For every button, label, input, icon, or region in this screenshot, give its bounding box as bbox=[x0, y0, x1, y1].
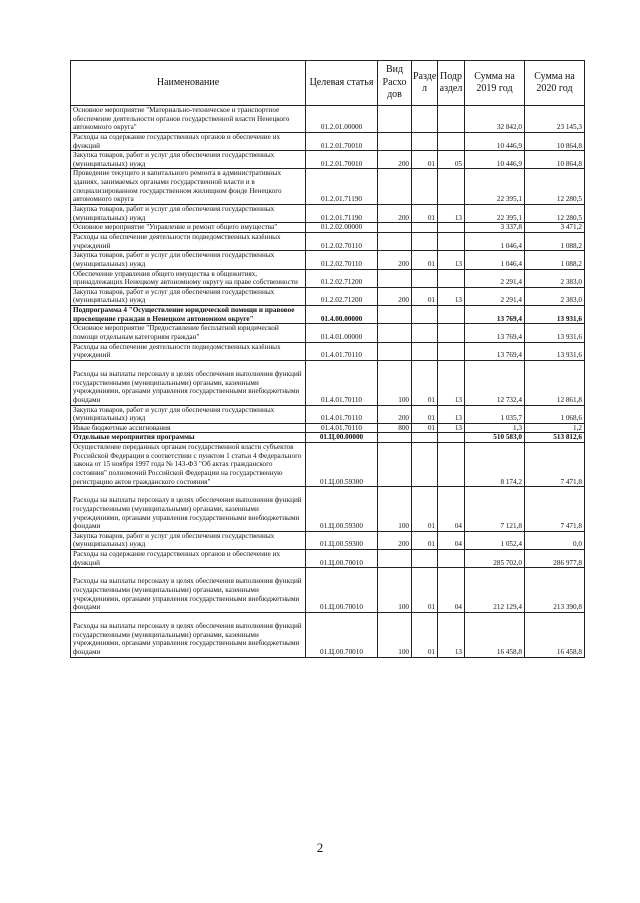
row-expense-type: 200 bbox=[378, 287, 412, 305]
row-sum-2020: 12 861,8 bbox=[525, 360, 585, 405]
row-sum-2019: 2 291,4 bbox=[465, 269, 525, 287]
row-sum-2020: 12 280,5 bbox=[525, 169, 585, 205]
row-name: Обеспечение управления общего имущества в общежитиях, принадлежащих Ненецкому автономному округу на праве собственности bbox=[71, 269, 306, 287]
row-expense-type bbox=[378, 342, 412, 360]
row-expense-type bbox=[378, 306, 412, 324]
row-subsection: 13 bbox=[438, 287, 465, 305]
row-sum-2019: 1 052,4 bbox=[465, 531, 525, 549]
row-sum-2019: 10 446,9 bbox=[465, 132, 525, 150]
row-target-code: 01.Ц.00.59300 bbox=[306, 443, 378, 487]
row-section bbox=[412, 223, 438, 233]
row-section: 01 bbox=[412, 568, 438, 613]
row-target-code: 01.2.02.70110 bbox=[306, 232, 378, 250]
row-sum-2019: 12 732,4 bbox=[465, 360, 525, 405]
page-number: 2 bbox=[316, 840, 324, 855]
header-section: Разде л bbox=[412, 61, 438, 106]
table-row bbox=[71, 306, 585, 324]
table-row bbox=[71, 269, 585, 287]
row-expense-type bbox=[378, 223, 412, 233]
row-subsection bbox=[438, 169, 465, 205]
row-subsection bbox=[438, 223, 465, 233]
row-expense-type bbox=[378, 106, 412, 133]
row-section bbox=[412, 306, 438, 324]
row-section bbox=[412, 550, 438, 568]
row-subsection: 05 bbox=[438, 151, 465, 169]
row-sum-2019: 13 769,4 bbox=[465, 306, 525, 324]
table-row bbox=[71, 287, 585, 305]
row-sum-2020: 2 383,0 bbox=[525, 287, 585, 305]
row-name: Основное мероприятие "Предоставление бесплатной юридической помощи отдельным категориям граждан" bbox=[71, 324, 306, 342]
table-row bbox=[71, 550, 585, 568]
header-name: Наименование bbox=[71, 61, 306, 106]
table-row bbox=[71, 151, 585, 169]
row-expense-type: 200 bbox=[378, 251, 412, 269]
row-subsection: 13 bbox=[438, 251, 465, 269]
row-expense-type bbox=[378, 232, 412, 250]
row-subsection: 04 bbox=[438, 531, 465, 549]
row-expense-type: 100 bbox=[378, 612, 412, 657]
row-sum-2020: 2 383,0 bbox=[525, 269, 585, 287]
row-sum-2019: 13 769,4 bbox=[465, 342, 525, 360]
row-section: 01 bbox=[412, 360, 438, 405]
row-expense-type: 200 bbox=[378, 531, 412, 549]
row-sum-2019: 16 458,8 bbox=[465, 612, 525, 657]
row-target-code: 01.2.01.70010 bbox=[306, 151, 378, 169]
row-target-code: 01.2.02.70110 bbox=[306, 251, 378, 269]
row-sum-2020: 7 471,8 bbox=[525, 443, 585, 487]
row-name: Расходы на выплаты персоналу в целях обеспечения выполнения функций государственными (муниципальными) органами, казенными учреждениями, органами управления государственными внебюджетными фондами bbox=[71, 612, 306, 657]
row-expense-type: 100 bbox=[378, 568, 412, 613]
table-header bbox=[71, 61, 585, 106]
row-subsection: 13 bbox=[438, 360, 465, 405]
row-name: Закупка товаров, работ и услуг для обеспечения государственных (муниципальных) нужд bbox=[71, 287, 306, 305]
row-sum-2019: 212 129,4 bbox=[465, 568, 525, 613]
table-row bbox=[71, 324, 585, 342]
row-sum-2020: 23 145,3 bbox=[525, 106, 585, 133]
row-section: 01 bbox=[412, 405, 438, 423]
row-sum-2020: 12 280,5 bbox=[525, 205, 585, 223]
row-sum-2019: 1 046,4 bbox=[465, 251, 525, 269]
row-expense-type bbox=[378, 324, 412, 342]
row-sum-2019: 1,3 bbox=[465, 423, 525, 433]
header-target: Целевая статья bbox=[306, 61, 378, 106]
header-subsection: Подр аздел bbox=[438, 61, 465, 106]
row-expense-type: 200 bbox=[378, 151, 412, 169]
row-subsection: 04 bbox=[438, 487, 465, 532]
row-target-code: 01.4.01.70110 bbox=[306, 342, 378, 360]
row-expense-type: 200 bbox=[378, 405, 412, 423]
row-sum-2019: 22 395,1 bbox=[465, 169, 525, 205]
table-row bbox=[71, 251, 585, 269]
row-sum-2020: 16 458,8 bbox=[525, 612, 585, 657]
row-name: Расходы на обеспечение деятельности подведомственных казённых учреждений bbox=[71, 342, 306, 360]
row-section bbox=[412, 169, 438, 205]
row-section: 01 bbox=[412, 251, 438, 269]
row-subsection bbox=[438, 342, 465, 360]
table-row bbox=[71, 423, 585, 433]
row-sum-2020: 3 471,2 bbox=[525, 223, 585, 233]
row-sum-2020: 0,0 bbox=[525, 531, 585, 549]
header-sum-2020: Сумма на 2020 год bbox=[525, 61, 585, 106]
row-subsection bbox=[438, 269, 465, 287]
row-name: Расходы на выплаты персоналу в целях обеспечения выполнения функций государственными (муниципальными) органами, казенными учреждениями, органами управления государственными внебюджетными фондами bbox=[71, 360, 306, 405]
row-target-code: 01.2.01.70010 bbox=[306, 132, 378, 150]
row-section bbox=[412, 269, 438, 287]
row-sum-2019: 7 121,8 bbox=[465, 487, 525, 532]
row-sum-2020: 7 471,8 bbox=[525, 487, 585, 532]
row-target-code: 01.Ц.00.59300 bbox=[306, 487, 378, 532]
row-name: Основное мероприятие "Управление и ремонт общего имущества" bbox=[71, 223, 306, 233]
row-expense-type bbox=[378, 433, 412, 443]
row-name: Закупка товаров, работ и услуг для обеспечения государственных (муниципальных) нужд bbox=[71, 405, 306, 423]
row-subsection: 04 bbox=[438, 568, 465, 613]
row-sum-2020: 1 068,6 bbox=[525, 405, 585, 423]
row-target-code: 01.4.01.70110 bbox=[306, 405, 378, 423]
row-subsection bbox=[438, 106, 465, 133]
row-name: Закупка товаров, работ и услуг для обеспечения государственных (муниципальных) нужд bbox=[71, 151, 306, 169]
row-section bbox=[412, 443, 438, 487]
row-sum-2020: 513 812,6 bbox=[525, 433, 585, 443]
row-subsection bbox=[438, 132, 465, 150]
row-name: Иные бюджетные ассигнования bbox=[71, 423, 306, 433]
row-sum-2020: 13 931,6 bbox=[525, 342, 585, 360]
row-section: 01 bbox=[412, 423, 438, 433]
table-row bbox=[71, 360, 585, 405]
row-sum-2019: 8 174,2 bbox=[465, 443, 525, 487]
row-subsection: 13 bbox=[438, 205, 465, 223]
row-expense-type: 100 bbox=[378, 487, 412, 532]
header-expense-type: Вид Расхо дов bbox=[378, 61, 412, 106]
row-target-code: 01.Ц.00.00000 bbox=[306, 433, 378, 443]
row-section bbox=[412, 324, 438, 342]
row-name: Расходы на выплаты персоналу в целях обеспечения выполнения функций государственными (муниципальными) органами, казенными учреждениями, органами управления государственными внебюджетными фондами bbox=[71, 568, 306, 613]
row-sum-2019: 1 046,4 bbox=[465, 232, 525, 250]
table-row bbox=[71, 169, 585, 205]
row-sum-2019: 1 035,7 bbox=[465, 405, 525, 423]
row-section bbox=[412, 342, 438, 360]
row-name: Расходы на выплаты персоналу в целях обеспечения выполнения функций государственными (муниципальными) органами, казенными учреждениями, органами управления государственными внебюджетными фондами bbox=[71, 487, 306, 532]
row-sum-2019: 13 769,4 bbox=[465, 324, 525, 342]
row-name: Подпрограмма 4 "Осуществление юридической помощи и правовое просвещение граждан в Ненецком автономном округе" bbox=[71, 306, 306, 324]
row-target-code: 01.4.01.70110 bbox=[306, 423, 378, 433]
row-target-code: 01.4.00.00000 bbox=[306, 306, 378, 324]
row-sum-2020: 10 864,8 bbox=[525, 151, 585, 169]
row-sum-2020: 13 931,6 bbox=[525, 306, 585, 324]
row-target-code: 01.2.02.71200 bbox=[306, 269, 378, 287]
row-name: Осуществление переданных органам государственной власти субъектов Российской Федерации в соответствии с пунктом 1 статьи 4 Федерального закона от 15 ноября 1997 года № 143-ФЗ "Об актах гражданского состояния" полномочий Российской Федерации на государственную регистрацию актов гражданского состояния" bbox=[71, 443, 306, 487]
table-row bbox=[71, 106, 585, 133]
budget-table bbox=[70, 60, 585, 658]
table-row bbox=[71, 487, 585, 532]
row-name: Основное мероприятие "Материально-техническое и транспортное обеспечение деятельности органов государственной власти Ненецкого автономного округа" bbox=[71, 106, 306, 133]
row-target-code: 01.Ц.00.59300 bbox=[306, 531, 378, 549]
table-row bbox=[71, 205, 585, 223]
table-row bbox=[71, 342, 585, 360]
row-subsection bbox=[438, 324, 465, 342]
row-target-code: 01.Ц.00.70010 bbox=[306, 612, 378, 657]
row-expense-type bbox=[378, 132, 412, 150]
row-section: 01 bbox=[412, 151, 438, 169]
table-row bbox=[71, 132, 585, 150]
table-row bbox=[71, 443, 585, 487]
table-row bbox=[71, 612, 585, 657]
row-expense-type: 800 bbox=[378, 423, 412, 433]
row-target-code: 01.Ц.00.70010 bbox=[306, 568, 378, 613]
row-name: Проведение текущего и капитального ремонта в административных зданиях, занимаемых органами государственной власти и в специализированном государственном жилищном фонде Ненецкого автономного округа bbox=[71, 169, 306, 205]
row-sum-2019: 22 395,1 bbox=[465, 205, 525, 223]
header-sum-2019: Сумма на 2019 год bbox=[465, 61, 525, 106]
row-section: 01 bbox=[412, 612, 438, 657]
row-subsection: 13 bbox=[438, 612, 465, 657]
row-section: 01 bbox=[412, 205, 438, 223]
row-target-code: 01.2.01.71190 bbox=[306, 205, 378, 223]
row-sum-2019: 32 842,0 bbox=[465, 106, 525, 133]
row-sum-2020: 13 931,6 bbox=[525, 324, 585, 342]
row-expense-type: 100 bbox=[378, 360, 412, 405]
row-sum-2020: 1 088,2 bbox=[525, 232, 585, 250]
table-row bbox=[71, 232, 585, 250]
row-subsection bbox=[438, 232, 465, 250]
row-sum-2020: 10 864,8 bbox=[525, 132, 585, 150]
row-name: Расходы на обеспечение деятельности подведомственных казённых учреждений bbox=[71, 232, 306, 250]
row-section bbox=[412, 232, 438, 250]
row-section: 01 bbox=[412, 531, 438, 549]
row-subsection bbox=[438, 306, 465, 324]
row-subsection bbox=[438, 550, 465, 568]
row-sum-2019: 285 702,0 bbox=[465, 550, 525, 568]
row-target-code: 01.4.01.70110 bbox=[306, 360, 378, 405]
row-target-code: 01.4.01.00000 bbox=[306, 324, 378, 342]
row-name: Отдельные мероприятия программы bbox=[71, 433, 306, 443]
row-target-code: 01.2.01.71190 bbox=[306, 169, 378, 205]
row-section bbox=[412, 433, 438, 443]
row-name: Закупка товаров, работ и услуг для обеспечения государственных (муниципальных) нужд bbox=[71, 251, 306, 269]
row-subsection bbox=[438, 433, 465, 443]
row-sum-2019: 3 337,8 bbox=[465, 223, 525, 233]
row-subsection: 13 bbox=[438, 423, 465, 433]
row-subsection bbox=[438, 443, 465, 487]
row-target-code: 01.Ц.00.70010 bbox=[306, 550, 378, 568]
row-sum-2020: 286 977,8 bbox=[525, 550, 585, 568]
row-expense-type bbox=[378, 269, 412, 287]
row-expense-type bbox=[378, 550, 412, 568]
row-sum-2020: 1,2 bbox=[525, 423, 585, 433]
row-expense-type bbox=[378, 169, 412, 205]
row-section: 01 bbox=[412, 487, 438, 532]
row-target-code: 01.2.01.00000 bbox=[306, 106, 378, 133]
row-expense-type: 200 bbox=[378, 205, 412, 223]
table-row bbox=[71, 405, 585, 423]
row-section bbox=[412, 132, 438, 150]
row-name: Закупка товаров, работ и услуг для обеспечения государственных (муниципальных) нужд bbox=[71, 205, 306, 223]
table-row bbox=[71, 568, 585, 613]
row-sum-2019: 10 446,9 bbox=[465, 151, 525, 169]
row-section: 01 bbox=[412, 287, 438, 305]
row-expense-type bbox=[378, 443, 412, 487]
table-row bbox=[71, 223, 585, 233]
table-row bbox=[71, 531, 585, 549]
row-target-code: 01.2.02.71200 bbox=[306, 287, 378, 305]
row-section bbox=[412, 106, 438, 133]
row-name: Расходы на содержание государственных органов и обеспечение их функций bbox=[71, 550, 306, 568]
row-name: Закупка товаров, работ и услуг для обеспечения государственных (муниципальных) нужд bbox=[71, 531, 306, 549]
row-sum-2019: 2 291,4 bbox=[465, 287, 525, 305]
row-subsection: 13 bbox=[438, 405, 465, 423]
row-sum-2020: 1 088,2 bbox=[525, 251, 585, 269]
table-row bbox=[71, 433, 585, 443]
row-name: Расходы на содержание государственных органов и обеспечение их функций bbox=[71, 132, 306, 150]
row-target-code: 01.2.02.00000 bbox=[306, 223, 378, 233]
row-sum-2019: 510 583,0 bbox=[465, 433, 525, 443]
row-sum-2020: 213 390,8 bbox=[525, 568, 585, 613]
table-body bbox=[71, 106, 585, 658]
